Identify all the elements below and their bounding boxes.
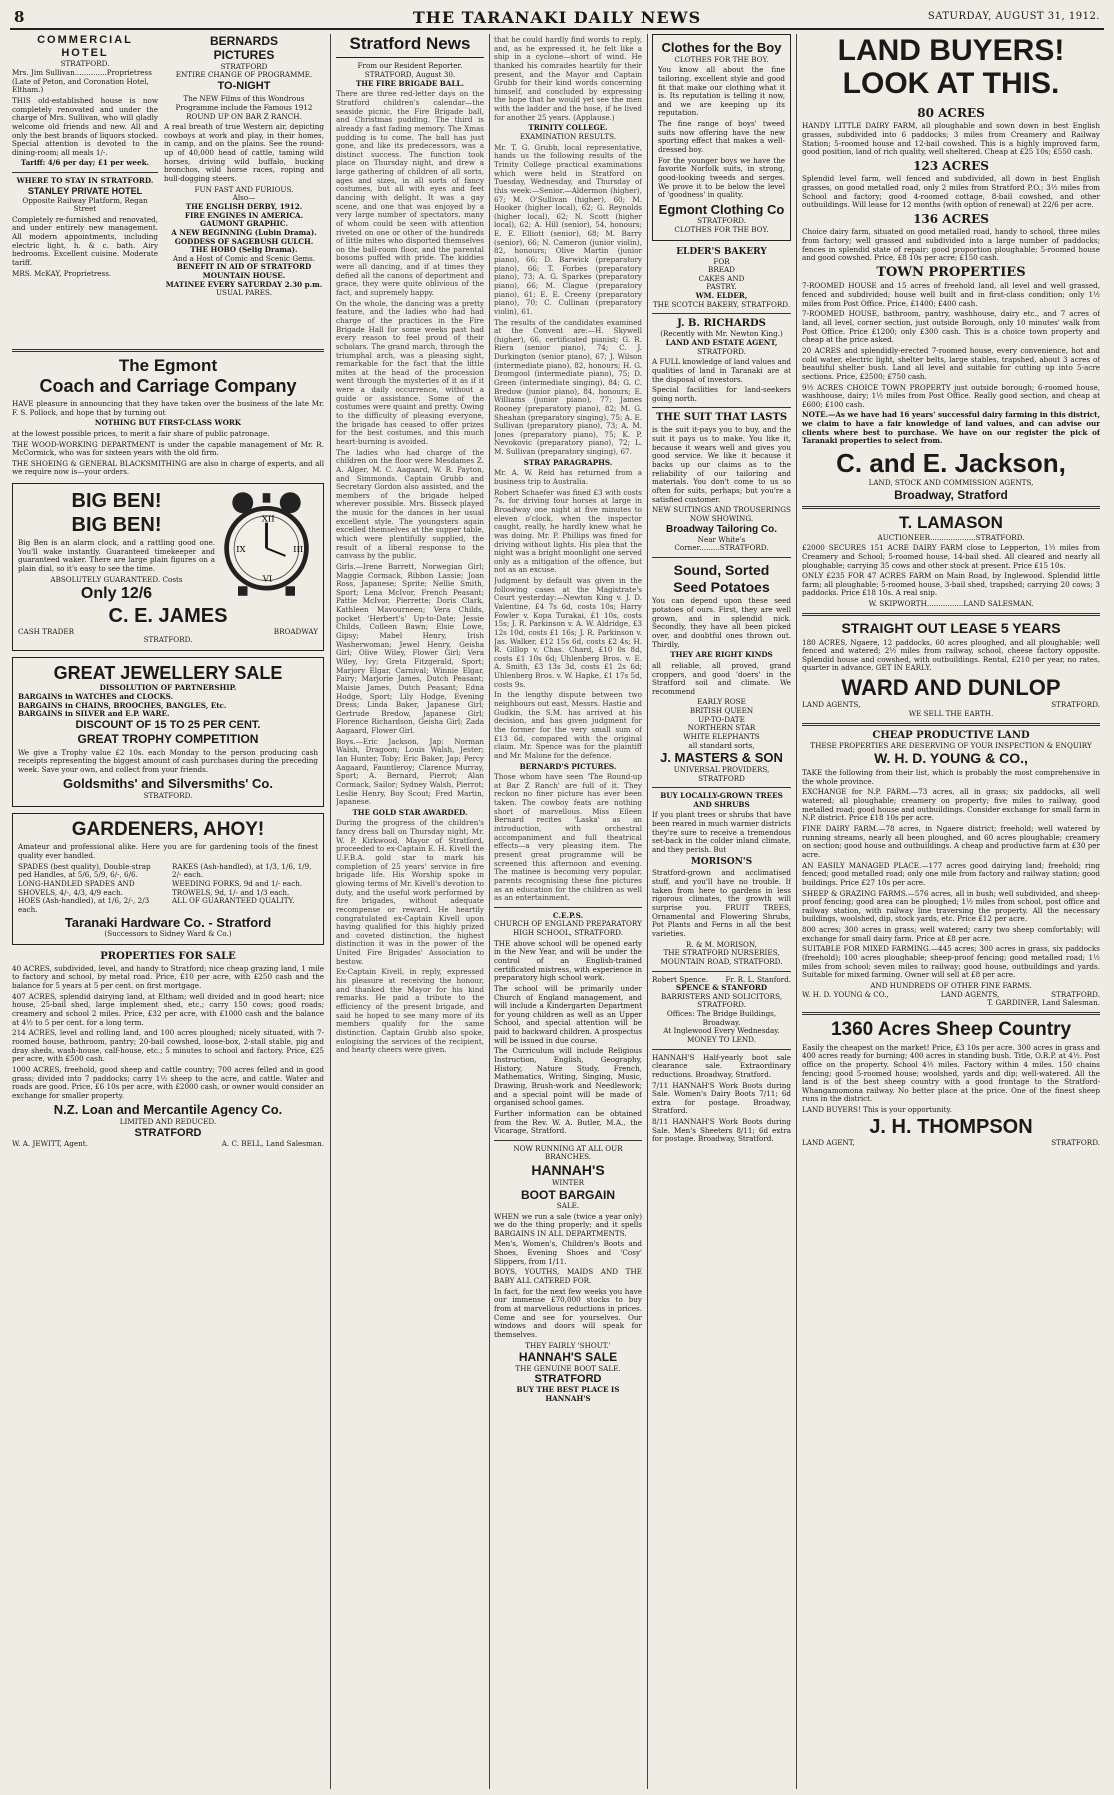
trinity-heading: TRINITY COLLEGE. [528, 123, 608, 133]
stray-p4: In the lengthy dispute between two neighbours out east, Messrs. Hastie and Gudkin, the S.M. has arrived at his decision, and has given judgment for the former for the very small sum of £13 6d, compared with the original claim. Mr. Spence was for the plaintiff and Mr. Malone for the defence. [494, 690, 642, 760]
jewellery-firm: Goldsmiths' and Silversmiths' Co. [63, 776, 273, 792]
hannah-p2: Men's, Women's, Children's Boots and Shoes, Evening Shoes and 'Cosy' Slippers, from 1/11. [494, 1239, 642, 1266]
stanley-proprietress: MRS. McKAY, Proprietress. [12, 268, 112, 278]
clothes-advert [652, 34, 791, 241]
young-p3: FINE DAIRY FARM.—78 acres, in Ngaere district; freehold; well watered by running streams, nearly all been ploughed, and 60 acres ploughable; creamery on section; good house and outbuildings. A cheap and productive farm at £30 per acre. [802, 824, 1100, 859]
bernards-text-2: A real breath of true Western air, depicting cowboys at work and play, in their homes, in camp, and on the plains. See the round-up of 40,000 head of cattle, taming wild horses, driving wild buffalo, bucking bronchos, wild horse races, roping and bull-dogging steers. [164, 122, 324, 184]
suit-firm: Broadway Tailoring Co. [666, 523, 777, 535]
hotel-tariff: Tariff: 4/6 per day; £1 per week. [20, 158, 150, 168]
richards-town: STRATFORD. [697, 346, 746, 356]
bernards-gaumont: GAUMONT GRAPHIC. [200, 219, 288, 229]
hannah-genuine: THE GENUINE BOOT SALE. [515, 1363, 621, 1373]
seed-variety-4: NORTHERN STAR [687, 723, 756, 733]
jewellery-line-1: BARGAINS in WATCHES and CLOCKS. [18, 692, 174, 702]
bernards-prices: USUAL PARES. [215, 288, 273, 298]
ward-sub: LAND AGENTS, [802, 700, 861, 710]
sheep-buyers: LAND BUYERS! This is your opportunity. [802, 1105, 952, 1115]
spence-offices: Offices: The Bridge Buildings, Broadway. [666, 1009, 777, 1027]
ceps-p2: The school will be primarily under Church of England management, and will include a Kindergarten Department for young children as well as an Upper School, and special attention will be paid to backward children. A prospectus will be issued in due course. [494, 983, 642, 1045]
news-p7: Ex-Captain Kivell, in reply, expressed his pleasure at receiving the honour, and thanked the Mayor for his kind remarks. He paid a tribute to the efficiency of the present brigade, and said he hoped to see many more of its members qualify for the same distinction. Captain Grubb also spoke, eulogising the services of the recipient, and hearty cheers were given. [336, 967, 484, 1055]
richards-name: J. B. RICHARDS [677, 318, 766, 330]
suit-location: Near White's Corner.........STRATFORD. [674, 534, 769, 553]
column-1b [12, 345, 324, 1789]
bernards-town: STRATFORD [220, 61, 268, 71]
garden-left-3: HOES (Ash-handled), at 1/6, 2/-, 2/3 each. [18, 896, 150, 914]
morison-heading: MORISON'S [690, 856, 753, 867]
bernards-tonight: TO-NIGHT [217, 80, 271, 93]
spence-sub: BARRISTERS AND SOLICITORS, [660, 991, 783, 1001]
garden-left-2: LONG-HANDLED SPADES AND SHOVELS, 4/-, 4/3, 4/9 each. [18, 879, 135, 897]
nz-loan-title: N.Z. Loan and Mercantile Agency Co. [53, 1102, 283, 1118]
svg-text:XII: XII [261, 514, 275, 525]
stray-p3: Judgment by default was given in the following cases at the Magistrate's Court yesterday:—Newton King v. J. D. Valentine, £4 7s 6d, costs 10s; Harry Fowler v. Kopa Turakai, £1 10s, costs 15s; J. R. Parkinson v. A. W. Aldridge, £3 12s 10d, costs £1 16s; J. R. Parkinson v. Jas. Walker, £12 15s 6d, costs £2 4s; H. R. Gillop v. Chas. Chard, £10 0s 8d, costs £1 10s 6d; Uhlenberg Bros. v. E. A. Smith, £3 13s 3d, costs £1 2s 6d; Uhlenberg Bros. v. W. Hapke, £1 17s 5d, costs 9s. [494, 576, 642, 689]
young-sig-2: T. GARDINER, Land Salesman. [987, 998, 1100, 1008]
egmont-p2: NOTHING BUT FIRST-CLASS WORK [94, 418, 242, 428]
bernards-matinee: MATINEE EVERY SATURDAY 2.30 p.m. [165, 279, 323, 289]
hotel-town: STRATFORD. [60, 59, 110, 69]
young-p2: EXCHANGE for N.P. FARM.—73 acres, all in grass; six paddocks, all well watered; all ploughable; creamery on property; five miles to railway, good metalled road; good house and outbuildings. Consider exchange for small farm in N.P. district. Price £18 10s per acre. [802, 787, 1100, 823]
bernards-change: ENTIRE CHANGE OF PROGRAMME. [175, 70, 313, 80]
property-2: 407 ACRES, splendid dairying land, at Eltham; well divided and in good heart; nice house, 25-bail shed, large implement shed, etc.; carry 150 cows; good roads; creamery and school 2 miles. Price, £32 per acre, with £1000 cash and the balance at 4½ to 5 per cent. for a long term. [12, 991, 324, 1027]
buy-heading: BUY LOCALLY-GROWN TREES AND SHRUBS [660, 791, 783, 809]
jackson-location: Broadway, Stratford [894, 487, 1008, 502]
seed-title-2: Seed Potatoes [673, 578, 770, 595]
egmont-p3: at the lowest possible prices, to merit a fair share of public patronage. [12, 428, 270, 438]
hannah-note-1: HANNAH'S Half-yearly boot sale clearance sale. Extraordinary reductions. Broadway, Stratford. [652, 1052, 791, 1079]
egmont-title: The Egmont [118, 356, 218, 375]
james-town: STRATFORD. [143, 635, 193, 645]
garden-right-2: WEEDING FORKS, 9d and 1/- each. [172, 879, 303, 889]
garden-successors: (Successors to Sidney Ward & Co.) [104, 929, 232, 939]
young-sig-mid: LAND AGENTS, [940, 989, 1000, 999]
stanley-text: Completely re-furnished and renovated, and under entirely new management. All modern appointments, including electric light, h. & c. bath. Airy bedrooms. Excellent cuisine. Moderate tariff. [12, 214, 158, 267]
gardeners-advert [12, 813, 324, 945]
garden-right-1: RAKES (Ash-handled), at 1/3, 1/6, 1/9, 2/- each. [172, 861, 312, 880]
seed-variety-1: EARLY ROSE [697, 697, 746, 707]
clothes-town: STRATFORD. [697, 216, 746, 226]
properties-heading: PROPERTIES FOR SALE [100, 950, 236, 962]
news-from: From our Resident Reporter. [357, 61, 463, 71]
jewellery-town: STRATFORD. [143, 791, 193, 801]
ward-dunlop-name: WARD AND DUNLOP [841, 675, 1061, 701]
elder-name: WM. ELDER, [695, 291, 748, 301]
young-p4: AN EASILY MANAGED PLACE.—177 acres good dairying land; freehold; ring fenced; good metalled road; only one mile from factory and railway station; good buildings. Price £27 10s per acre. [802, 860, 1100, 887]
town-properties-heading: TOWN PROPERTIES [876, 264, 1026, 280]
hannah-shout: THEY FAIRLY 'SHOUT.' [525, 1340, 611, 1350]
stratford-news-title: Stratford News [336, 34, 484, 58]
alarm-clock-icon [219, 489, 314, 599]
property-1: 40 ACRES, subdivided, level, and handy to Stratford; nice cheap grazing land, 1 mile to factory and school, by metal road. Price, £10 per acre, with £250 cash and the balance for 5 years at 5 per cent. on first mortgage. [12, 963, 324, 991]
morison-road: MOUNTAIN ROAD, STRATFORD. [660, 956, 783, 966]
gardeners-title: GARDENERS, AHOY! [71, 818, 265, 840]
elder-bread: BREAD [708, 265, 735, 275]
hannah-name: HANNAH'S [531, 1162, 605, 1179]
garden-right-3: TROWELS, 9d, 1/- and 1/3 each. [172, 887, 290, 897]
bernards-benefit: BENEFIT IN AID OF STRATFORD MOUNTAIN HOUSE. [176, 262, 312, 281]
hannah-p4: In fact, for the next few weeks you have our immense £70,000 stocks to buy from at marvellous reductions in prices. Come and see for yourselves. Our windows and doors will speak for themselves. [494, 1286, 642, 1339]
bernards-title: BERNARDS [209, 34, 278, 48]
bernards-text-1: The NEW Films of this Wondrous Programme include the Famous 1912 ROUND UP ON BAR Z RANCH. [175, 94, 313, 121]
town-property-3: 20 ACRES and splendidly-erected 7-roomed house, every convenience, hot and cold water, electric light, shelter belts, large stables, trapshed, about 3 acres of beautiful shelter bush. Land all level and suitable for cutting up into 5-acre sections. Price, £2500; £750 cash. [802, 345, 1100, 381]
stray-heading: STRAY PARAGRAPHS. [523, 457, 613, 467]
garden-firm: Taranaki Hardware Co. - Stratford [64, 914, 272, 930]
ward-sell: WE SELL THE EARTH. [908, 709, 994, 719]
big-ben-text: Big Ben is an alarm clock, and a rattling good one. You'll wake instantly. Guaranteed timekeeper and guaranteed waker. There are large plain figures on a plain dial, so it's easy to see the time. [18, 538, 215, 574]
thompson-name: J. H. THOMPSON [869, 1115, 1033, 1138]
column-5 [802, 34, 1100, 1789]
stanley-location: Opposite Railway Platform, Regan Street [22, 195, 148, 214]
jewellery-sub: DISSOLUTION OF PARTNERSHIP. [99, 683, 237, 693]
hannah-town: STRATFORD [534, 1373, 602, 1386]
bernards-hobo: THE HOBO (Selig Drama). [190, 245, 298, 255]
spence-town: STRATFORD. [697, 1000, 746, 1010]
young-name: W. H. D. YOUNG & CO., [874, 750, 1028, 767]
seed-title-1: Sound, Sorted [673, 561, 770, 578]
hannah-best: BUY THE BEST PLACE IS HANNAH'S [516, 1385, 620, 1404]
news-p6: During the progress of the children's fancy dress ball on Thursday night, Mr. W. P. Kirkwood, Mayor of Stratford, proceeded to ex-Captain E. H. Kivell the U.F.B.A. gold star to mark his completion of 25 years' service in fire brigade life. His Worship spoke in glowing terms of Mr. Kivell's devotion to duty, and the useful work performed by fire brigades, without adequate recompense or reward. He heartily congratulated ex-Captain Kivell upon having qualified for this highly prized and coveted distinction, the highest distinction it was in the power of the United Fire Brigades' Association to bestow. [336, 818, 484, 966]
news-heading-1: THE FIRE BRIGADE BALL. [355, 78, 465, 88]
land-80-text: HANDY LITTLE DAIRY FARM, all ploughable and sown down in best English grasses, subdivided into 6 paddocks; 3 miles from Creamery and Railway Station; 5-roomed house and 12-bail cowshed. This is a highly improved farm, good position, land of rich quality, well sheltered. Cheap at £25 10s; £550 cash. [802, 121, 1100, 157]
jewellery-line-2: BARGAINS in CHAINS, BROOCHES, BANGLES, Etc. [18, 700, 227, 710]
masthead [10, 6, 1104, 30]
nz-loan-salesman: A. C. BELL, Land Salesman. [221, 1138, 324, 1148]
bernards-host: And a Host of Comic and Scenic Gems. [172, 253, 316, 263]
clothes-p3: For the younger boys we have the favorite Norfolk suits, in strong, good-looking tweeds and serges. We prove it to be below the level of 'goodness' in quality. [658, 155, 785, 200]
bernards-fun: FUN FAST AND FURIOUS. [194, 184, 294, 194]
masters-sub: UNIVERSAL PROVIDERS, [673, 764, 770, 774]
garden-left-1: SPADES (best quality), Double-strap ped Handles, at 5/6, 5/9, 6/-, 6/6. [18, 861, 151, 880]
garden-right-4: ALL OF GUARANTEED QUALITY. [172, 896, 295, 906]
stray-p2: Robert Schaefer was fined £3 with costs 7s. for driving four horses at large in Broadway one night at five minutes to eleven o'clock, when the inspector caught, really, he hardly knew what he was doing. Mr. P. Phillips was fined for driving without lights. His plea that the night was a bright moonlight one served only as a mitigation of the offence, but not as an excuse. [494, 487, 642, 575]
news-p2: On the whole, the dancing was a pretty feature, and the ladies who had had charge of the practices in the Fire Brigade Hall for some weeks past had every reason to feel proud of their scholars. The grand march, through the triumphal arch, was a pleasing sight, remarkable for the fact that the little mites at the head of the procession went through the mysteries of it as if it were a daily occurrence, without a guide or assistance. Some of the costumes were quaint and pretty. Owing to the difficulty of pleasing everyone, the brigade has ceased to offer prizes for the best costumes, and this much heart-burning is avoided. [336, 298, 484, 446]
column-1 [12, 34, 158, 336]
town-property-4: 9½ ACRES CHOICE TOWN PROPERTY just outside borough; 6-roomed house, washhouse, dairy; 1½ miles from Post Office. Really good section, and cheap at £600; £100 cash. [802, 382, 1100, 409]
egmont-p4: THE WOOD-WORKING DEPARTMENT is under the capable management of Mr. R. McCormick, who was for sixteen years with the old firm. [12, 439, 324, 458]
richards-agent: LAND AND ESTATE AGENT, [665, 338, 778, 347]
news-p5: Boys.—Eric Jackson, Jap; Norman Walsh, Dragoon; Louis Walsh, Jester; Ian Hunter, Toby; Eric Baker, Jap; Percy Aagaard, Fauntleroy; Clarence Murray, Sport; A. Bernard, Pierrot; Alan Cormack, Sailor; Sydney Walsh, Pierrot; Leslie Henry, Boy Scout; Fred Martin, Japanese. [336, 736, 484, 807]
egmont-subtitle: Coach and Carriage Company [39, 376, 297, 397]
seed-variety-2: BRITISH QUEEN [689, 706, 754, 716]
young-p5: SHEEP & GRAZING FARMS.—576 acres, all in bush; well subdivided, and sheep-proof fencing; good area can be ploughed; 1½ miles from school, post office and railway station, with railway line traversing the property. All the necessary buildings, woolshed, dip, stock yards, etc. Price £12 per acre. [802, 888, 1100, 924]
hotel-proprietress: Mrs. Jim Sullivan..............Proprietress [12, 68, 152, 78]
masters-name: J. MASTERS & SON [660, 750, 783, 766]
elder-pastry: PASTRY. [706, 282, 737, 292]
jewellery-discount: DISCOUNT OF 15 TO 25 PER CENT. [75, 718, 261, 731]
town-property-1: 7-ROOMED HOUSE and 15 acres of freehold land, all level and well grassed, fenced and subdivided; house well built and in first-class condition; only 1½ miles from Post Office. Price, £1400; £400 cash. [802, 281, 1100, 308]
ceps-p3: The Curriculum will include Religious Instruction, English, Geography, History, Nature Study, French, Mathematics, Writing, Singing, Music, Drawing, Brush-work and Needlework; and a special point will be made of organised school games. [494, 1046, 642, 1108]
nz-loan-sub: LIMITED AND REDUCED. [119, 1117, 217, 1127]
column-3 [494, 34, 642, 1789]
clothes-p2: The fine range of boys' tweed suits now offering have the new sporting effect that makes a well-dressed boy. [658, 119, 785, 154]
thompson-right: STRATFORD. [1051, 1137, 1100, 1147]
land-136-text: Choice dairy farm, situated on good metalled road, handy to school, three miles from factory; well grassed and subdivided into a large number of paddocks; fences in splendid state of repair; good proportion ploughable; 5-roomed house and good cowshed. Price, £8 10s per acre; £150 cash. [802, 227, 1100, 263]
stray-p1: Mr. A. W. Reid has returned from a business trip to Australia. [494, 468, 642, 487]
big-ben-guarantee: ABSOLUTELY GUARANTEED. Costs [50, 574, 183, 584]
suit-p1: is the suit it-pays you to buy, and the suit it pays us to make. You like it, because it wears well and gives you good service. We like it because it backs up our claims as to the reliability of our tailoring and materials. You don't come to us so often for suits, perhaps; but you're a satisfied customer. [652, 425, 791, 504]
james-left: CASH TRADER [18, 626, 74, 636]
clothes-title: Clothes for the Boy [661, 40, 782, 55]
bernards-fire: FIRE ENGINES IN AMERICA. [184, 210, 304, 220]
young-p6: 800 acres; 300 acres in grass; well watered; carry two sheep comfortably; will exchange for small dairy farm. Price at £8 per acre. [802, 925, 1100, 943]
sheep-country-heading: 1360 Acres Sheep Country [830, 1018, 1072, 1040]
seed-right-kinds: THEY ARE RIGHT KINDS [670, 650, 773, 660]
egmont-p1: HAVE pleasure in announcing that they have taken over the business of the late Mr. F. S. Pollock, and hope that by turning out [12, 398, 324, 417]
jackson-sub: LAND, STOCK AND COMMISSION AGENTS, [868, 478, 1034, 488]
bernards-also: Also— [232, 193, 256, 203]
james-name: C. E. JAMES [108, 604, 228, 627]
seed-variety-3: UP-TO-DATE [698, 714, 745, 724]
seed-p1: You can depend upon these seed potatoes of ours. First, they are well grown, and in splendid nick. Secondly, they have all been picked over, and doubtful ones thrown out. Thirdly, [652, 596, 791, 649]
ward-town: STRATFORD. [1051, 700, 1100, 710]
nz-loan-town: STRATFORD [134, 1126, 202, 1139]
james-right: BROADWAY [273, 626, 318, 636]
morison-name: R. & M. MORISON, [685, 939, 758, 949]
hotel-late: (Late of Peton, and Coronation Hotel, Eltham.) [12, 76, 149, 95]
stay-heading: WHERE TO STAY IN STRATFORD. [16, 176, 154, 186]
seed-variety-6: all standard sorts, [688, 740, 755, 750]
news-p4: Girls.—Irene Barrett, Norwegian Girl; Maggie Cormack, Ribbon Lassie; Joan Ross, Japanese; Sprite; Nellie Smith, Sport; Lena McIvor, French Peasant; Pattie McIvor, Pierrette; Doris Clark, Kathleen Mavourneen; Vera Childs, pocket 'Herbert's' Up-to-Date; Jessie Childs, Colleen Bawn; Elsie Lowe, Gipsy; Mabel Henry, Irish Washerwoman; Jewel Henry, Geisha Girl; Olive Wiley, Flower Girl; Vera Wiley, Ivy; Greta Fitzgerald, Sport; Marjory Elgar, Carnival; Winnie Elgar, Fairy; Marjorie James, Dutch Peasant; Maisie James, Dutch Peasant; Edna Hodge, Sport; Lily Hodge, Evening Dress; Linda Baker, Japanese Girl; Gertrude Bredow, Japanese Girl; Florence Richardson, Geisha Girl; Zada Aagaard, Flower Girl. [336, 561, 484, 736]
jewellery-line-3: BARGAINS in SILVER and E.P. WARE. [18, 709, 170, 719]
cheap-land-sub: THESE PROPERTIES ARE DESERVING OF YOUR INSPECTION & ENQUIRY [810, 740, 1092, 750]
land-note: NOTE.—As we have had 16 years' successful dairy farming in this district, we claim to have a fair knowledge of land values, and can advise our clients where best to purchase. We have on our register the pick of Taranaki properties to select from. [802, 410, 1100, 446]
commercial-hotel-title: COMMERCIAL HOTEL [37, 34, 133, 60]
gardeners-text: Amateur and professional alike. Here you are for gardening tools of the finest quality ever handled. [18, 842, 318, 861]
bernards-news-heading: BERNARD'S PICTURES. [519, 761, 617, 771]
hotel-text: THIS old-established house is now completely renovated and under the charge of Mrs. Sullivan, who will gladly welcome old friends and new. All and only the best brands of liquors stocked. Special attention is devoted to the dining-room; all meals 1/-. [12, 95, 158, 157]
spence-inglewood: At Inglewood Every Wednesday. [663, 1026, 780, 1036]
news-p3: The ladies who had charge of the children on the floor were Mesdames Z. A. Alger, M. C. Aagaard, W. R. Payton, and Simmonds. Captain Grubb and Secretary Gordon also assisted, and the members of the brigade helped wherever possible. Mrs. Bisseck played the music for the dances in her usual excellent style. The youngsters again excelled themselves at the supper table, which were plentifully supplied, the result of a liberal response to the canvass by the public. [336, 447, 484, 561]
hannah-sale: SALE. [556, 1200, 580, 1210]
ceps-p1: THE above school will be opened early in the New Year, and will be under the control of an English-trained certificated mistress, with experience in preparatory high school work. [494, 938, 642, 983]
lamason-name: T. LAMASON [899, 513, 1003, 533]
hannah-p1: WHEN we run a sale (twice a year only) we do the thing properly; and it spells BARGAINS IN ALL DEPARTMENTS. [494, 1211, 642, 1238]
clothes-p1: You know all about the fine tailoring, excellent style and good fit that make our clothing what it is. Its reputation is telling it now, and we are keeping up its reputation. [658, 65, 785, 118]
clothes-sub: CLOTHES FOR THE BOY. [674, 54, 769, 64]
trinity-sub: EXAMINATION RESULTS. [519, 132, 617, 142]
bernards-derby: THE ENGLISH DERBY, 1912. [185, 201, 303, 211]
spence-firm: SPENCE & STANFORD [675, 983, 768, 993]
clothes-foot: CLOTHES FOR THE BOY. [674, 225, 769, 235]
seed-p2: all reliable, all proved, grand croppers, and good 'doers' in the Stratford soil and climate. We recommend [652, 660, 791, 696]
thompson-left: LAND AGENT, [802, 1137, 855, 1147]
seed-variety-5: WHITE ELEPHANTS [683, 732, 760, 742]
town-property-2: 7-ROOMED HOUSE, bathroom, pantry, washhouse, dairy etc., and 7 acres of land, all level, corner section, just outside Borough, only 10 minutes' walk from Post Office. Price £1200; only £300 cash. This is a choice town property and cheap at the price asked. [802, 309, 1100, 345]
svg-text:VI: VI [262, 574, 273, 585]
hannah-p3: BOYS, YOUTHS, MAIDS AND THE BABY ALL CATERED FOR. [494, 1267, 642, 1286]
ceps-sub: CHURCH OF ENGLAND PREPARATORY HIGH SCHOOL, STRATFORD. [494, 919, 642, 938]
hannah-note-2: 7/11 HANNAH'S Work Boots during Sale. Women's Dairy Boots 7/11; 6d extra for postage. Broadway, Stratford. [652, 1080, 791, 1116]
cheap-land-heading: CHEAP PRODUCTIVE LAND [872, 729, 1030, 741]
spence-right: Fr. R. L. Stanford. [725, 974, 791, 984]
column-4 [652, 34, 791, 1789]
elder-for: FOR [713, 256, 730, 266]
land-136-heading: 136 ACRES [913, 211, 989, 226]
property-4: 1000 ACRES, freehold, good sheep and cattle country; 700 acres felled and in good grass; divided into 7 paddocks; carry 1½ sheep to the acre, and cattle. Water and roads are good. Price, £6 10s per acre, with £2000 cash, or owner would consider an exchange for smaller property. [12, 1064, 324, 1100]
svg-text:IX: IX [236, 545, 246, 556]
column-2 [336, 34, 484, 1789]
richards-late: (Recently with Mr. Newton King.) [660, 329, 783, 339]
land-123-text: Splendid level farm, well fenced and subdivided, all down in best English grasses, on good metalled road, only 2 miles from Stratford P.O.; 3½ miles from School and factory; good 4-roomed cottage, 8-bail cowshed, and other outbuildings. Will lease for 12 months (with option of renewal) at 22/6 per acre. [802, 174, 1100, 210]
big-ben-title-1: BIG BEN! [71, 490, 162, 513]
elder-cakes: CAKES AND [698, 273, 745, 283]
hannah-boot-bargain: BOOT BARGAIN [521, 1187, 615, 1202]
big-ben-price: Only 12/6 [80, 585, 153, 603]
ceps-heading: C.E.P.S. [552, 910, 584, 920]
trinity-p2: The results of the candidates examined at the Convent are:—H. Skywell (higher), 66, certificated pianist; G. R. Riera (senior piano), 74; C. J. Durkington (senior piano), 67; J. Wilson (intermediate piano), 82, honours; H. G. Dromgool (intermediate piano), 75; D. Green (intermediate singing), 84; G. C. Bredow (junior piano), 84, honours; E. Williams (junior piano), 77; James Rooney (preparatory piano), 82; M. G. Sheahan (preparatory singing), 75; A. E. Sullivan (preparatory piano), 73; A. M. Jones (preparatory piano), 75; K. P. Nevokovic (preparatory piano), 72; L. M. Sullivan (preparatory singing), 67. [494, 317, 642, 457]
bernards-sub: PICTURES [213, 48, 275, 63]
trinity-p1: Mr. T. G. Grubb, local representative, hands us the following results of the Trinity College practical examinations which were held in Stratford on Tuesday, Wednesday, and Thursday of this week:—Senior.—Aldermon (higher), 67; M. O'Sullivan (higher), 60; M. Hooker (higher local), 62; G. Reynolds (higher local), 62; N. Scott (higher local), 62; A. Hill (senior), 54, honours; E. E. Elliott (senior), 68; M. Barry (senior), 66; N. Cameron (junior violin), 82, honours; Olive Martin (junior piano), 66; D. Barwick (preparatory piano), 66; T. Forbes (preparatory piano), 73; A. G. Sparkes (preparatory piano), 66; M. Clague (preparatory piano), 61; E. E. Creeny (preparatory piano), 70; C. Cullinan (preparatory violin), 61. [494, 142, 642, 316]
page-number: 8 [14, 8, 25, 26]
spence-money: MONEY TO LEND. [687, 1034, 756, 1044]
young-sig-left: W. H. D. YOUNG & CO., [802, 989, 889, 999]
hannah-note-3: 8/11 HANNAH'S Work Boots during Sale. Men's Sheeters 8/11; 6d extra for postage. Broadway, Stratford. [652, 1117, 791, 1144]
morison-p: Stratford-grown and acclimatised stuff, and you'll have no trouble. If taken from here to gardens in less rigorous climates, the growth will surprise you. FRUIT TREES, Ornamental and Flowering Shrubs, Pot Plants and Ferns in all the best varieties. [652, 868, 791, 938]
bernards-goddess: GODDESS OF SAGEBUSH GULCH. [174, 236, 314, 246]
spence-left: Robert Spence. [652, 974, 709, 984]
elder-title: ELDER'S BAKERY [676, 246, 767, 257]
land-buyers-title: LAND BUYERS! [837, 34, 1065, 67]
suit-title: THE SUIT THAT LASTS [655, 412, 788, 424]
news-heading-2: THE GOLD STAR AWARDED. [352, 807, 468, 817]
clothes-firm: Egmont Clothing Co [658, 201, 785, 217]
jewellery-advert [12, 657, 324, 807]
morison-nurseries: THE STRATFORD NURSERIES, [663, 948, 780, 958]
bernards-beginning: A NEW BEGINNING (Lubin Drama). [171, 227, 317, 237]
news-date: STRATFORD, August 30. [364, 70, 456, 80]
bernards-news-p: Those whom have seen 'The Round-up at Bar Z Ranch' are full of it. They reckon no finer picture has ever been taken. The cowboy feats are nothing short of marvellous. Miss Eileen Bernard recites 'Laska' as an introduction, with orchestral accompaniment and full theatrical effects—a very pleasing item. The present great programme will be screened this afternoon and evening. The matinee is becoming very popular, parents recognising these fine pictures as an education for the children as well as an entertainment. [494, 772, 642, 903]
elder-sub: THE SCOTCH BAKERY, STRATFORD. [652, 299, 791, 309]
sheep-country-text: Easily the cheapest on the market! Price, £3 10s per acre. 300 acres in grass and 400 acres ready for burning; 400 acres in standing bush. Title, O.R.P. at 4½. Post office on the property. School 4½ miles. Factory within 4 miles. 150 chains fencing; good 5-roomed house; woolshed, yards and dip; well-watered. All the land is of the best sheep country with a good frontage to the Stratford-Whangamomona railway. No better place at the price. One of the finest sheep runs in the district. [802, 1042, 1100, 1104]
bernards-pictures-advert [164, 34, 324, 336]
richards-p1: A FULL knowledge of land values and qualities of land in Taranaki are at the disposal of investors. [652, 357, 791, 384]
straight-lease-heading: STRAIGHT OUT LEASE 5 YEARS [841, 619, 1061, 636]
newspaper-title: THE TARANAKI DAILY NEWS [412, 8, 702, 27]
jewellery-competition: GREAT TROPHY COMPETITION [77, 732, 259, 747]
suit-new: NEW SUITINGS AND TROUSERINGS NOW SHOWING. [652, 505, 791, 523]
young-p7: SUITABLE FOR MIXED FARMING.—445 acres; 300 acres in grass, six paddocks (freehold); 100 acres ploughable; sheep-proof fencing; good metalled road; 1½ miles from school; seven miles to railway; good house, outbuildings and yards. Suitable for mixed farming. Owner will sell at £8 per acre. [802, 944, 1100, 980]
news-p1: There are three red-letter days on the Stratford children's calendar—the seaside picnic, the Fire Brigade ball, and Christmas pudding. The third is already a fast fading memory. The Xmas pudding is to come. The ball has just gone, and like its predecessors, was a distinct success. The function took place on Thursday night, and drew a large gathering of children of all sorts, ages and sizes, in all sorts of fancy costumes, but all with eyes and feet dancing with delight. It was a gay scene, and one that was enjoyed by a very large number of spectators, many of whom could be seen with attention riveted on one or other of the hundreds of little mites who disported themselves on the ball-room floor, and the parental bosoms puffed with pride. The kiddies were all dancing, and if at times they defied all the canons of deportment and grace, they were quite oblivious of the fact, and supremely happy. [336, 89, 484, 298]
big-ben-title-2: BIG BEN! [71, 514, 162, 537]
stanley-hotel-title: STANLEY PRIVATE HOTEL [27, 185, 143, 196]
issue-date: SATURDAY, AUGUST 31, 1912. [927, 11, 1100, 22]
jewellery-text: We give a Trophy value £2 10s. each Monday to the person producing cash receipts representing the biggest amount of cash purchases during the preceding week. Save your own, and collect from your friends. [18, 747, 318, 774]
ceps-p4: Further information can be obtained from the Rev. W. A. Butler, M.A., the Vicarage, Stratford. [494, 1108, 642, 1136]
svg-text:III: III [293, 545, 304, 556]
richards-p2: Special facilities for land-seekers going north. [652, 385, 791, 403]
buy-p: If you plant trees or shrubs that have been reared in much warmer districts they're sure to receive a tremendous set-back in the colder inland climate, and they perish. But [652, 810, 791, 855]
jewellery-title: GREAT JEWELLERY SALE [53, 662, 283, 683]
young-p8: AND HUNDREDS OF OTHER FINE FARMS. [870, 980, 1032, 990]
big-ben-advert [12, 483, 324, 651]
lamason-sub: AUCTIONEER....................STRATFORD. [877, 532, 1025, 542]
gold-star-continued: that he could hardly find words to reply, and, as he expressed it, he felt like a ship in a cyclone—short of wind. He thanked his comrades heartily for their present, and the Mayor and Captain Grubb for their kind words concerning himself, and concluded by expressing the hope that he would yet see the men with the ladder and the hose, if he lived for another 25 years. (Applause.) [494, 35, 642, 122]
jackson-name: C. and E. Jackson, [836, 447, 1066, 478]
young-sig-right: STRATFORD. [1051, 989, 1100, 999]
lamason-property-1: £2000 SECURES 151 ACRE DAIRY FARM close to Lepperton, 1½ miles from Creamery and School; 5-roomed house, 14-bail shed. All cleared and nearly all ploughable; carrying 35 cows and other stock at present. Price £15 10s. [802, 543, 1100, 570]
hannah-winter: WINTER [552, 1177, 584, 1187]
hannah-running: NOW RUNNING AT ALL OUR BRANCHES. [513, 1143, 623, 1162]
egmont-p5: THE SHOEING & GENERAL BLACKSMITHING are also in charge of experts, and all we require now is—your orders. [12, 458, 324, 477]
straight-lease-text: 180 ACRES, Ngaere, 12 paddocks, 60 acres ploughed, and all ploughable; well fenced and watered; 2½ miles from railway, school, cheese factory opposite. Splendid house and cowshed, with outbuildings. Rental, £210 per year, no rates, quarter in advance. GET IN EARLY. [802, 637, 1100, 673]
nz-loan-agent: W. A. JEWITT, Agent. [12, 1138, 88, 1148]
land-123-heading: 123 ACRES [913, 158, 989, 173]
look-at-this-title: LOOK AT THIS. [842, 67, 1060, 100]
masters-town: STRATFORD [698, 773, 745, 783]
lamason-property-2: ONLY £235 FOR 47 ACRES FARM on Main Road, by Inglewood. Splendid little farm; all ploughable; 5-roomed house, 3-bail shed, trapshed; carrying 20 cows; 3 paddocks. Price £18 10s. A real snip. [802, 571, 1100, 598]
land-80-heading: 80 ACRES [917, 106, 985, 120]
young-p1: TAKE the following from their list, which is probably the most comprehensive in the whole province. [802, 768, 1100, 786]
property-3: 214 ACRES, level and rolling land, and 100 acres ploughed; nicely situated, with 7-roomed house, bathroom, pantry; 20-bail cowshed, loose-box, 2-stall stable, pig and dray sheds, wash-house, calf-house, etc.; 5 minutes to school and factory. Price, £25 per acre, with £500 cash. [12, 1028, 324, 1064]
hannah-sale-2: HANNAH'S SALE [518, 1350, 618, 1365]
lamason-signature: W. SKIPWORTH................LAND SALESMAN. [868, 599, 1034, 609]
